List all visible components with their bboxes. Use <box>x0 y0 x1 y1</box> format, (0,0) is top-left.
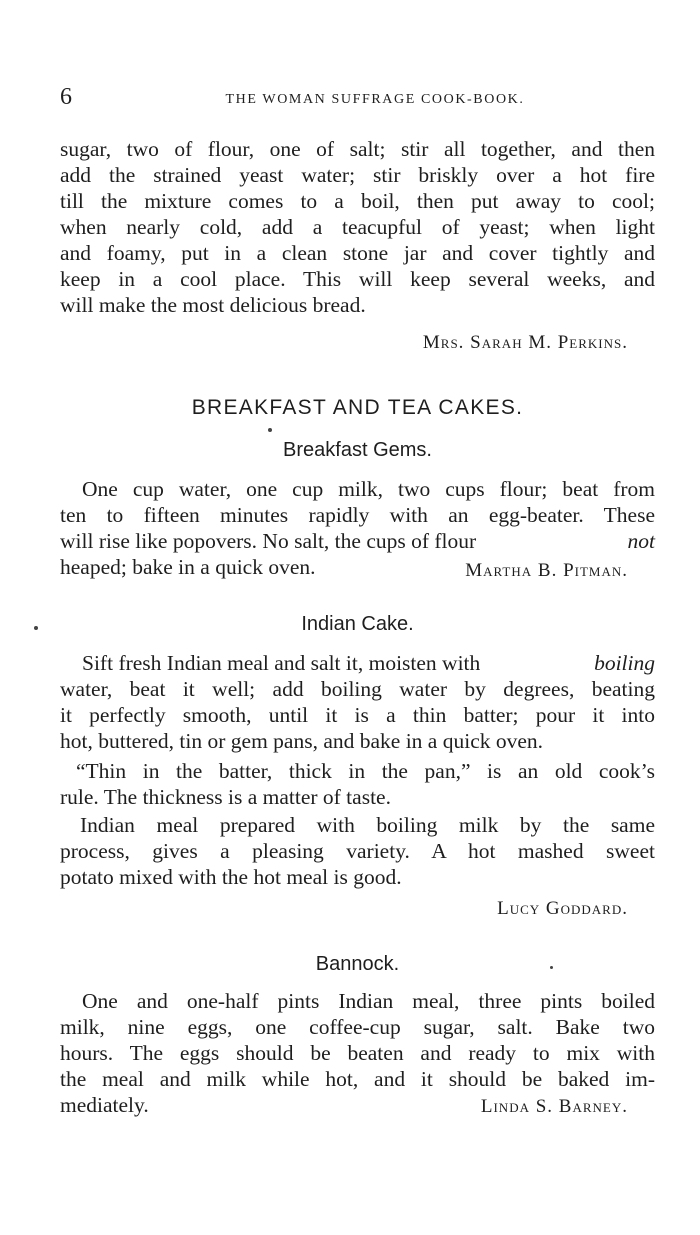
italic-word: boiling <box>594 651 655 675</box>
text-line: process, gives a pleasing variety. A hot mashed sweet <box>60 839 655 863</box>
text-line: will make the most delicious bread. <box>60 293 366 317</box>
recipe-title: Indian Cake. <box>301 613 414 635</box>
text-line: rule. The thickness is a matter of taste. <box>60 785 391 809</box>
signature: Mrs. Sarah M. Perkins. <box>422 332 628 353</box>
text-line: keep in a cool place. This will keep several weeks, and <box>60 267 655 291</box>
text-line: One and one-half pints Indian meal, three pints boiled <box>82 989 655 1013</box>
signature: Linda S. Barney. <box>480 1096 628 1117</box>
text-line: water, beat it well; add boiling water by degrees, beating <box>60 677 655 701</box>
section-title: BREAKFAST AND TEA CAKES. <box>191 396 524 419</box>
signature: Lucy Goddard. <box>497 898 628 919</box>
print-speck <box>268 428 272 432</box>
text-line: when nearly cold, add a teacupful of yeast; when light <box>60 215 655 239</box>
text-fragment: will rise like popovers. No salt, the cups of flour <box>60 529 477 553</box>
text-line: hours. The eggs should be beaten and ready to mix with <box>60 1041 655 1065</box>
text-line: milk, nine eggs, one coffee-cup sugar, salt. Bake two <box>60 1015 655 1039</box>
text-line: and foamy, put in a clean stone jar and cover tightly and <box>60 241 655 265</box>
text-fragment: Sift fresh Indian meal and salt it, moisten with <box>82 651 481 675</box>
print-speck <box>550 966 553 969</box>
signature: Martha B. Pitman. <box>465 560 628 581</box>
italic-word: not <box>627 529 655 553</box>
text-line: the meal and milk while hot, and it should be baked im- <box>60 1067 655 1091</box>
text-line: add the strained yeast water; stir briskly over a hot fire <box>60 163 655 187</box>
text-line: potato mixed with the hot meal is good. <box>60 865 402 889</box>
text-line: till the mixture comes to a boil, then put away to cool; <box>60 189 655 213</box>
text-line <box>82 650 655 676</box>
text-line: Indian meal prepared with boiling milk by the same <box>80 813 655 837</box>
recipe-title: Bannock. <box>315 953 400 975</box>
text-line: heaped; bake in a quick oven. <box>60 555 316 579</box>
running-head: THE WOMAN SUFFRAGE COOK-BOOK. <box>225 92 525 107</box>
text-line: One cup water, one cup milk, two cups flour; beat from <box>82 477 655 501</box>
text-line: hot, buttered, tin or gem pans, and bake in a quick oven. <box>60 729 544 753</box>
page-number: 6 <box>60 84 72 110</box>
text-line <box>60 528 655 554</box>
text-line: “Thin in the batter, thick in the pan,” is an old cook’s <box>76 759 655 783</box>
text-line: mediately. <box>60 1093 149 1117</box>
print-speck <box>34 626 38 630</box>
text-line: sugar, two of flour, one of salt; stir all together, and then <box>60 137 655 161</box>
text-line: ten to fifteen minutes rapidly with an egg-beater. These <box>60 503 655 527</box>
recipe-title: Breakfast Gems. <box>283 439 432 461</box>
text-line: it perfectly smooth, until it is a thin batter; pour it into <box>60 703 655 727</box>
